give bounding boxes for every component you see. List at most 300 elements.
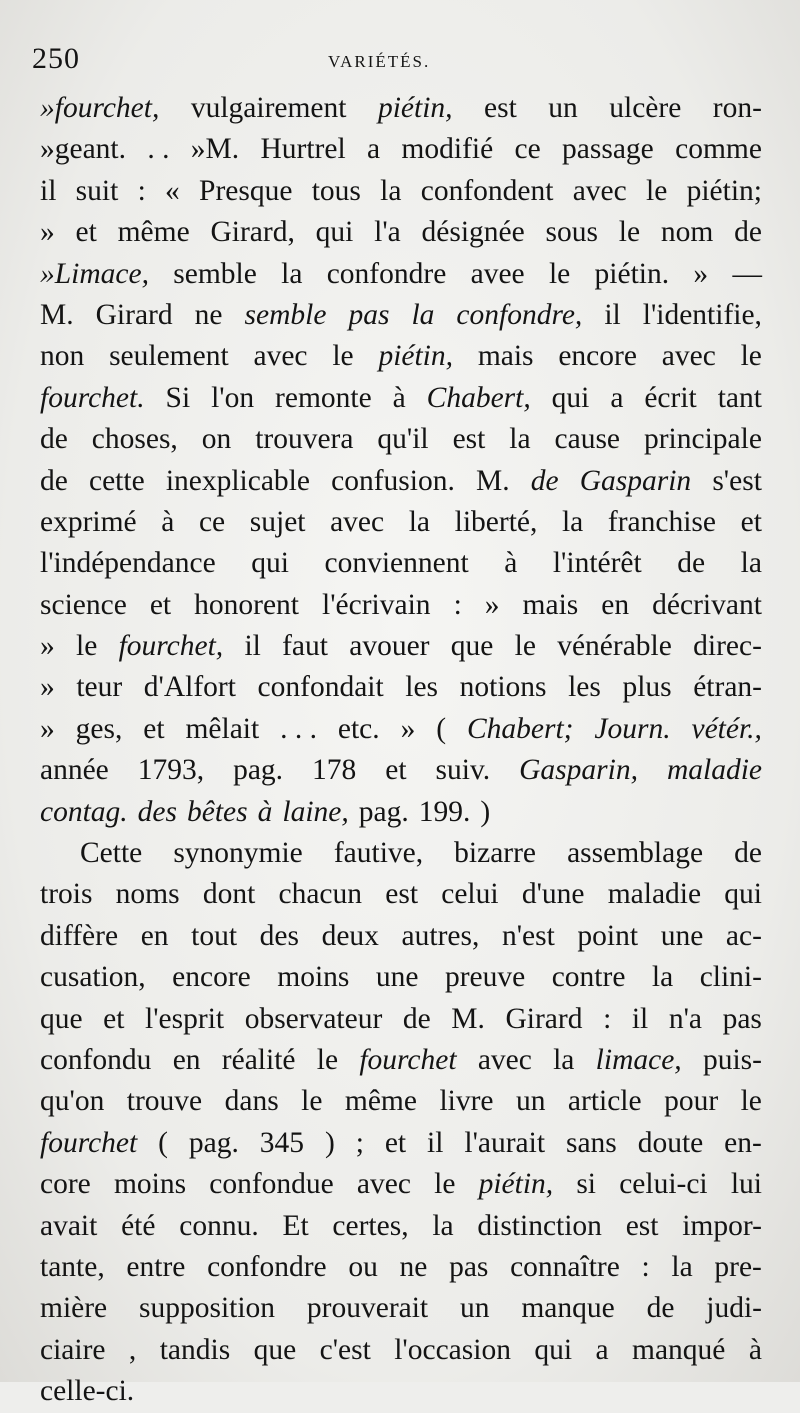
word: trouve [126,1085,203,1118]
word: encore [172,961,251,994]
word: et [103,1002,125,1035]
word: conviennent [324,547,469,580]
word: avec [253,340,308,373]
word: , [128,1333,137,1366]
text-line [40,1288,762,1329]
word: sans [565,1126,617,1159]
word: — [732,257,762,290]
word: s'est [712,464,762,497]
word: vulgairement [190,92,347,124]
word: »geant. [40,133,127,166]
word: laine, [282,795,349,828]
word: Si [165,381,191,414]
word: l'occasion [394,1333,511,1366]
word: à [748,1333,762,1366]
word: est [385,878,419,911]
word: de [677,547,706,580]
word: observateur [244,1002,383,1035]
word: connu. [179,1209,259,1242]
word: Journ. [594,712,671,745]
word: pre- [714,1250,762,1283]
word: teur [76,671,123,704]
word: les [405,671,439,704]
word: l'esprit [145,1002,225,1035]
word: que [450,630,494,663]
word: qui [534,1333,573,1366]
word: plus [622,671,672,704]
word: . . . [280,712,317,745]
word: dont [202,878,256,911]
word: lui [730,1168,762,1201]
page-number: 250 [32,42,80,75]
word: celui-ci [619,1168,708,1201]
text-line [40,626,762,667]
word: confondre, [456,298,583,331]
word: qu'il [377,423,429,456]
word: qui [724,878,762,911]
word: il [631,1002,649,1035]
word: pour [664,1085,719,1118]
word: ne [194,298,223,331]
word: des [259,919,299,952]
word: de [530,464,559,497]
word: avec [572,174,627,207]
text-line [40,1040,762,1081]
word: il [427,1126,444,1159]
word: il [40,174,57,207]
word: l'on [211,381,255,414]
word: avee [470,257,525,290]
word: » [484,588,500,621]
word: mière [40,1292,108,1325]
word: ron- [712,92,762,124]
word: 178 [312,754,357,787]
word: ( [436,712,447,745]
word: l'aurait [464,1126,546,1159]
word: exprimé [40,505,137,538]
word: . . [147,133,170,166]
word: inexplicable [165,464,310,497]
word: et [384,1126,407,1159]
page-header [32,42,740,82]
text-line [40,999,762,1040]
word: pag. [233,754,284,787]
word: assemblage [567,837,704,870]
word: science [40,588,127,621]
word: en [601,588,630,621]
word: article [567,1085,642,1118]
word: avait [40,1209,98,1242]
word: l'indépendance [40,547,216,580]
word: Chabert; [466,712,574,745]
word: fourchet, [118,630,224,663]
word: moins [113,1168,187,1201]
word: fourchet [359,1043,457,1076]
word: le [514,630,536,663]
text-line [40,874,762,915]
word: a [367,133,381,166]
word: la [380,174,402,207]
word: confondre [326,257,447,290]
word: et [143,712,165,745]
word: piétin, [377,92,453,124]
word: a [610,381,624,414]
text-line [40,957,762,998]
word: piétin. [594,257,670,290]
word: un [548,92,578,124]
word: dans [224,1085,279,1118]
word: faut [282,630,328,663]
word: de [734,216,762,249]
word: une [660,919,704,952]
word: le [434,1168,456,1201]
word: fourchet. [40,381,145,414]
word: Girard [95,298,173,331]
word: un [459,1292,490,1325]
word: est [452,423,486,456]
word: une [375,961,419,994]
word: : [137,174,146,207]
word: »M. [190,133,240,166]
word: puis- [702,1043,762,1076]
word: le [316,1043,339,1076]
word: confondait [257,671,384,704]
word: Girard, [210,216,295,249]
word: qu'on [40,1085,105,1118]
word: principale [643,423,762,456]
word: avec [330,505,385,538]
word: ) [324,1126,335,1159]
word: core [40,1168,91,1201]
word: la [561,505,584,538]
word: etc. [337,712,380,745]
word: confusion. [331,464,455,497]
word: contag. [40,795,128,828]
word: prouverait [306,1292,429,1325]
word: » [400,712,416,745]
word: tante, [40,1250,105,1283]
word: judi- [706,1292,762,1325]
word: année [40,754,109,787]
word: l'écrivain [322,588,431,621]
word: la [408,505,431,538]
text-line [40,171,762,212]
word: sous [545,216,598,249]
word: qui [315,216,354,249]
word: 199. [418,795,471,828]
word: cusation, [40,961,146,994]
word: M. [475,464,510,497]
word: le [740,340,762,373]
word: « [165,174,180,207]
text-line [40,1330,762,1371]
word: pas [348,298,390,331]
word: réalité [221,1043,296,1076]
word: c'est [319,1333,371,1366]
word: Chabert, [426,381,531,414]
word: ce [198,505,226,538]
word: en- [724,1126,762,1159]
word: l'a [374,216,401,249]
word: pag. [358,795,409,828]
word: manqué [632,1333,726,1366]
text-line [40,295,762,336]
word: notions [459,671,547,704]
word: doute [637,1126,704,1159]
word: confondue [209,1168,334,1201]
word: n'a [668,1002,702,1035]
text-line [40,750,762,791]
word: tandis [159,1333,231,1366]
word: M. [40,298,74,331]
text-line [40,1206,762,1247]
word: on [201,423,232,456]
word: tout [191,919,238,952]
word: piétin; [686,174,762,207]
word: bizarre [454,837,537,870]
word: de [402,1002,431,1035]
word: décrivant [652,588,762,621]
word: Gasparin [579,464,692,497]
word: en [140,919,169,952]
word: impor- [682,1209,762,1242]
word: Girard [505,1002,583,1035]
text-line [40,1371,762,1412]
text-line [40,585,762,626]
word: » [40,216,55,249]
word: bêtes [187,795,248,828]
word: tous [311,174,361,207]
word: et [740,505,762,538]
word: manque [521,1292,615,1325]
word: livre [439,1085,494,1118]
word: cette [88,464,145,497]
word: sujet [249,505,306,538]
word: seulement [109,340,229,373]
word: le [548,257,571,290]
text-line [40,254,762,295]
word: de [40,423,68,456]
word: la [411,298,435,331]
word: le [646,174,668,207]
word: le [301,1085,323,1118]
word: franchise [607,505,716,538]
word: et [385,754,407,787]
word: été [121,1209,156,1242]
word: vénérable [557,630,672,663]
word: est [625,1209,659,1242]
word: et [75,216,97,249]
word: à [257,795,273,828]
word: semble [173,257,257,290]
word: est [484,92,517,124]
word: ; [355,1126,364,1159]
word: deux [321,919,379,952]
word: à [161,505,175,538]
word: la [671,1250,693,1283]
word: n'est [501,919,555,952]
word: 1793, [137,754,205,787]
word: l'identifie, [642,298,762,331]
text-line [40,502,762,543]
word: suiv. [435,754,491,787]
word: tant [717,381,762,414]
word: la [432,1209,454,1242]
word: semble [244,298,327,331]
word: avec [661,340,716,373]
word: noms [115,878,180,911]
word: Et [282,1209,309,1242]
word: » [40,671,55,704]
word: pas [449,1250,489,1283]
word: étran- [693,671,762,704]
word: suit [75,174,119,207]
word: » [693,257,709,290]
word: supposition [139,1292,276,1325]
word: »fourchet, [40,92,160,124]
word: des [137,795,177,828]
word: » [40,712,55,745]
word: Hurtrel [260,133,346,166]
word: la [553,1043,575,1076]
word: ac- [725,919,762,952]
word: limace, [595,1043,682,1076]
word: distinction [477,1209,602,1242]
word: comme [675,133,762,166]
word: cause [554,423,621,456]
text-line [40,1081,762,1122]
text-line [40,1247,762,1288]
word: piétin, [478,1168,554,1201]
word: maladie [607,878,702,911]
running-head: VARIÉTÉS. [328,52,431,71]
word: liberté, [454,505,538,538]
text-line [40,833,762,874]
word: confondent [420,174,554,207]
word: à [504,547,518,580]
word: le [76,630,98,663]
text-line [40,543,762,584]
word: fourchet [40,1126,138,1159]
word: entre [126,1250,186,1283]
word: » [40,630,55,663]
word: qui [251,547,289,580]
word: certes, [332,1209,409,1242]
word: autres, [401,919,480,952]
text-line [40,336,762,377]
word: preuve [444,961,526,994]
word: le [618,216,641,249]
word: mêlait [185,712,260,745]
text-line [40,1123,762,1164]
word: a [595,1333,609,1366]
word: le [740,1085,762,1118]
word: de [646,1292,675,1325]
word: synonymie [173,837,303,870]
word: : [453,588,462,621]
word: mais [477,340,534,373]
word: les [568,671,601,704]
word: trouvera [255,423,354,456]
word: diffère [40,919,119,952]
word: »Limace, [40,257,149,290]
word: direc- [693,630,762,663]
text-line [40,419,762,460]
word: d'une [521,878,585,911]
word: 345 [259,1126,305,1159]
word: avec [356,1168,411,1201]
word: la [509,423,531,456]
word: piétin, [378,340,453,373]
word: que [253,1333,297,1366]
word: contre [551,961,626,994]
word: si [576,1168,597,1201]
word: celle-ci. [40,1375,135,1408]
text-line [40,212,762,253]
word: à [392,381,406,414]
word: : [641,1250,650,1283]
word: confondu [40,1043,152,1076]
text-line [40,88,762,129]
text-line [40,1164,762,1205]
word: : [603,1002,612,1035]
word: ou [348,1250,378,1283]
word: ) [480,795,491,828]
word: remonte [275,381,372,414]
text-line [40,378,762,419]
word: connaître [510,1250,620,1283]
body-text [40,88,762,1413]
word: ciaire [40,1333,106,1366]
word: que [40,1002,83,1035]
word: vétér., [691,712,762,745]
word: pag. [188,1126,239,1159]
word: pas [722,1002,762,1035]
word: un [515,1085,546,1118]
text-line [40,792,762,833]
word: le [332,340,354,373]
word: honorent [194,588,300,621]
word: Gasparin, [519,754,638,787]
word: et [149,588,172,621]
word: la [651,961,674,994]
word: la [740,547,762,580]
word: passage [562,133,654,166]
word: qui [551,381,590,414]
word: ges, [75,712,123,745]
word: ulcère [609,92,682,124]
word: non [40,340,85,373]
word: moins [277,961,350,994]
word: encore [558,340,637,373]
word: nom [660,216,714,249]
text-line [40,667,762,708]
word: maladie [666,754,762,787]
text-line [40,916,762,957]
text-line [40,461,762,502]
word: clini- [699,961,762,994]
word: il [604,298,621,331]
word: modifié [401,133,494,166]
word: avouer [349,630,430,663]
word: choses, [91,423,178,456]
word: l'intérêt [552,547,642,580]
word: point [577,919,639,952]
text-line [40,709,762,750]
word: écrit [644,381,697,414]
word: Cette [80,837,143,870]
word: M. [451,1002,485,1035]
